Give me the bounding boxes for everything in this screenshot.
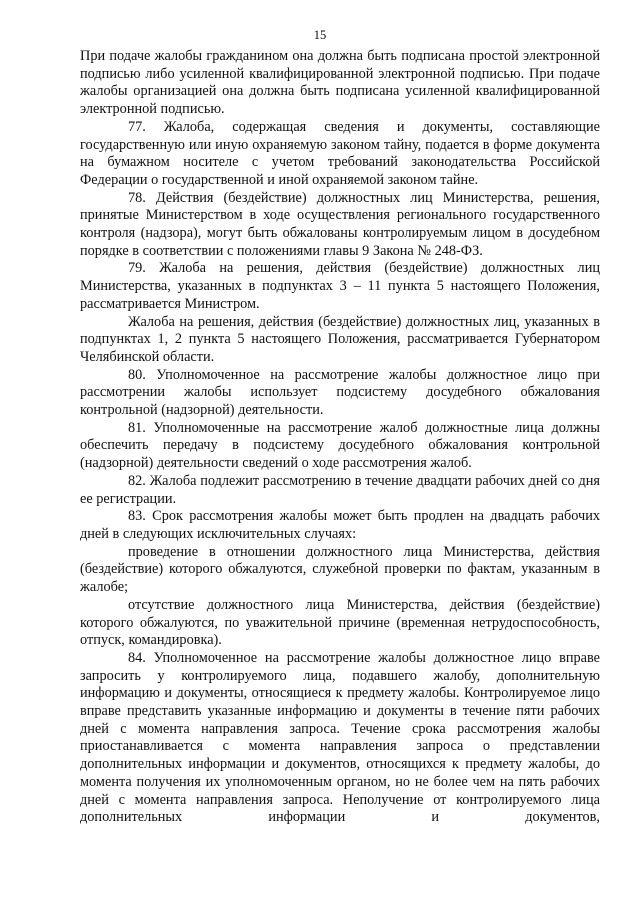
- paragraph-81: 81. Уполномоченные на рассмотрение жалоб должностные лица должны обеспечить передачу в подсистему досудебного обжалования контрольной (надзорной) деятельности сведений о ходе рассмотрения жалоб.: [80, 419, 600, 472]
- paragraph-83-case-absence: отсутствие должностного лица Министерства, действия (бездействие) которого обжалуются, по уважительной причине (временная нетрудоспособность, отпуск, командировка).: [80, 596, 600, 649]
- paragraph-83-case-inspection: проведение в отношении должностного лица Министерства, действия (бездействие) которого обжалуются, служебной проверки по фактам, указанным в жалобе;: [80, 543, 600, 596]
- paragraph-77: 77. Жалоба, содержащая сведения и документы, составляющие государственную или иную охраняемую законом тайну, подается в форме документа на бумажном носителе с учетом требований законодательства Российской Федерации о государственной и иной охраняемой законом тайне.: [80, 118, 600, 188]
- paragraph-signature-requirements: При подаче жалобы гражданином она должна быть подписана простой электронной подписью либо усиленной квалифицированной электронной подписью. При подаче жалобы организацией она должна быть подписана усиленной квалифицированной электронной подписью.: [80, 48, 600, 118]
- paragraph-79: 79. Жалоба на решения, действия (бездействие) должностных лиц Министерства, указанных в подпунктах 3 – 11 пункта 5 настоящего Положения, рассматривается Министром.: [80, 260, 600, 312]
- paragraph-79-governor: Жалоба на решения, действия (бездействие) должностных лиц, указанных в подпунктах 1, 2 пункта 5 настоящего Положения, рассматривается Губернатором Челябинской области.: [80, 313, 600, 365]
- paragraph-78: 78. Действия (бездействие) должностных лиц Министерства, решения, принятые Министерством в ходе осуществления регионального государственного контроля (надзора), могут быть обжалованы контролируемым лицом в досудебном порядке в соответствии с положениями главы 9 Закона № 248-ФЗ.: [80, 189, 600, 259]
- document-body: [80, 48, 600, 827]
- paragraph-84: 84. Уполномоченное на рассмотрение жалобы должностное лицо вправе запросить у контролируемого лица, подавшего жалобу, дополнительную информацию и документы, относящиеся к предмету жалобы. Контролируемое лицо вправе представить указанные информацию и документы в течение пяти рабочих дней с момента направления запроса. Течение срока рассмотрения жалобы приостанавливается с момента направления запроса о представлении дополнительных информации и документов, относящихся к предмету жалобы, до момента получения их уполномоченным органом, но не более чем на пять рабочих дней с момента направления запроса. Неполучение от контролируемого лица дополнительных информации и документов,: [80, 649, 600, 826]
- page-number: 15: [313, 28, 327, 42]
- paragraph-80: 80. Уполномоченное на рассмотрение жалобы должностное лицо при рассмотрении жалобы использует подсистему досудебного обжалования контрольной (надзорной) деятельности.: [80, 366, 600, 419]
- paragraph-83: 83. Срок рассмотрения жалобы может быть продлен на двадцать рабочих дней в следующих исключительных случаях:: [80, 508, 600, 542]
- paragraph-82: 82. Жалоба подлежит рассмотрению в течение двадцати рабочих дней со дня ее регистрации.: [80, 472, 600, 507]
